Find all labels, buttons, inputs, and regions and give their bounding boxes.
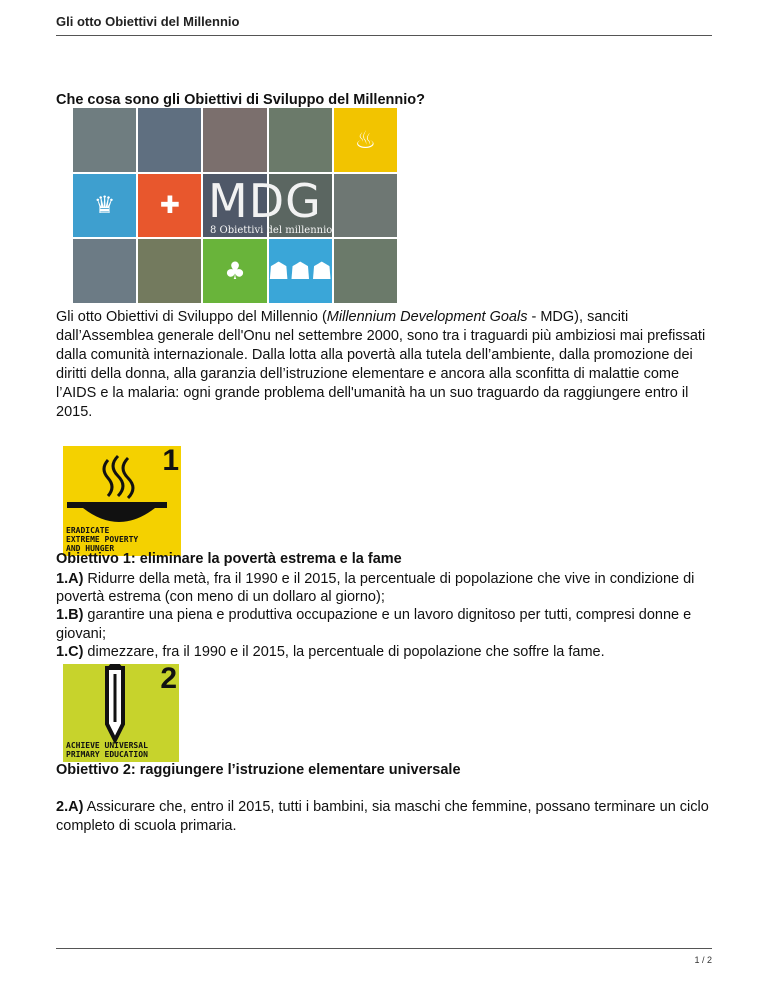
goal-1-caption-line-2: EXTREME POVERTY [66,535,139,544]
bowl-icon: ♨ [354,125,377,154]
goal-2a-text: Assicurare che, entro il 2015, tutti i bambini, sia maschi che femmine, possano terminare un ciclo completo di scuola primaria. [56,799,709,834]
goal-1-caption [66,526,138,553]
clover-icon: ♣ [224,257,246,286]
mosaic-tile [138,108,201,172]
intro-text-2: - MDG), sanciti dall’Assemblea generale dell'Onu nel settembre 2000, sono tra i traguardi più ambiziosi mai prefissati dalla comunità internazionale. Dalla lotta alla povertà alla tutela dell’ambiente, dalla promozione dei diritti della donna, alla garanzia dell’istruzione elementare e ancora alla sconfitta di malattie come l’AIDS e la malaria: ogni grande problema dell'umanità ha un suo traguardo da raggiungere entro il 2015. [56,309,706,420]
mdg-logo-subtitle: 8 Obiettivi del millennio [210,225,333,236]
goal-1-image [63,446,181,556]
mdg-logo [208,176,333,238]
page-number: 1 / 2 [694,955,712,965]
goal-1b-label: 1.B) [56,607,84,624]
mosaic-tile [334,174,397,238]
goal-1b-text: garantire una piena e produttiva occupazione e un lavoro dignitoso per tutti, compresi donne e giovani; [56,607,692,642]
goal-1c-label: 1.C) [56,643,84,660]
mosaic-tile [203,239,266,303]
mosaic-tile [73,108,136,172]
mosaic-tile [334,239,397,303]
goal-1-number: 1 [162,444,179,477]
goal-1-caption-line-1: ERADICATE [66,526,110,535]
intro-text-1: Gli otto Obiettivi di Sviluppo del Millennio ( [56,309,327,325]
goal-2-number: 2 [160,662,177,695]
mosaic-tile [334,108,397,172]
goal-2-caption [66,741,148,759]
goal-2-heading: Obiettivo 2: raggiungere l’istruzione elementare universale [56,762,461,778]
mosaic-tile [138,239,201,303]
goal-2a-label: 2.A) [56,799,84,815]
mosaic-tile [73,239,136,303]
mosaic-tile [138,174,201,238]
intro-paragraph [56,308,712,422]
footer-divider [56,948,712,949]
goal-1b-item [56,606,712,642]
page-header-title: Gli otto Obiettivi del Millennio [56,14,240,29]
goal-1a-item [56,570,712,606]
goal-1a-label: 1.A) [56,571,84,587]
header-divider [56,35,712,36]
goal-1a-text: Ridurre della metà, fra il 1990 e il 2015, la percentuale di popolazione che vive in condizione di povertà estrema (con meno di un dollaro al giorno); [56,571,695,606]
trophy-icon: ♛ [93,191,116,220]
mosaic-tile [269,239,332,303]
goal-2-image [63,664,179,762]
goal-2-body [56,798,712,836]
intro-italic: Millennium Development Goals [326,309,528,325]
goal-1-body [56,570,712,661]
people-icon: ☗☗☗ [267,257,333,286]
goal-1c-item [56,643,712,661]
goal-2-caption-line-1: ACHIEVE UNIVERSAL [66,741,148,750]
goal-2-caption-line-2: PRIMARY EDUCATION [66,750,148,759]
mdg-logo-title: MDG [208,174,322,228]
medicine-icon: ✚ [159,191,180,220]
goal-1-heading: Obiettivo 1: eliminare la povertà estrema e la fame [56,551,402,567]
goal-1-caption-line-3: AND HUNGER [66,544,115,553]
goal-2a-item [56,798,712,836]
mosaic-tile [73,174,136,238]
mosaic-tile [203,108,266,172]
goal-1c-text: dimezzare, fra il 1990 e il 2015, la percentuale di popolazione che soffre la fame. [83,643,605,660]
question-heading: Che cosa sono gli Obiettivi di Sviluppo del Millennio? [56,92,425,108]
mosaic-tile [269,108,332,172]
